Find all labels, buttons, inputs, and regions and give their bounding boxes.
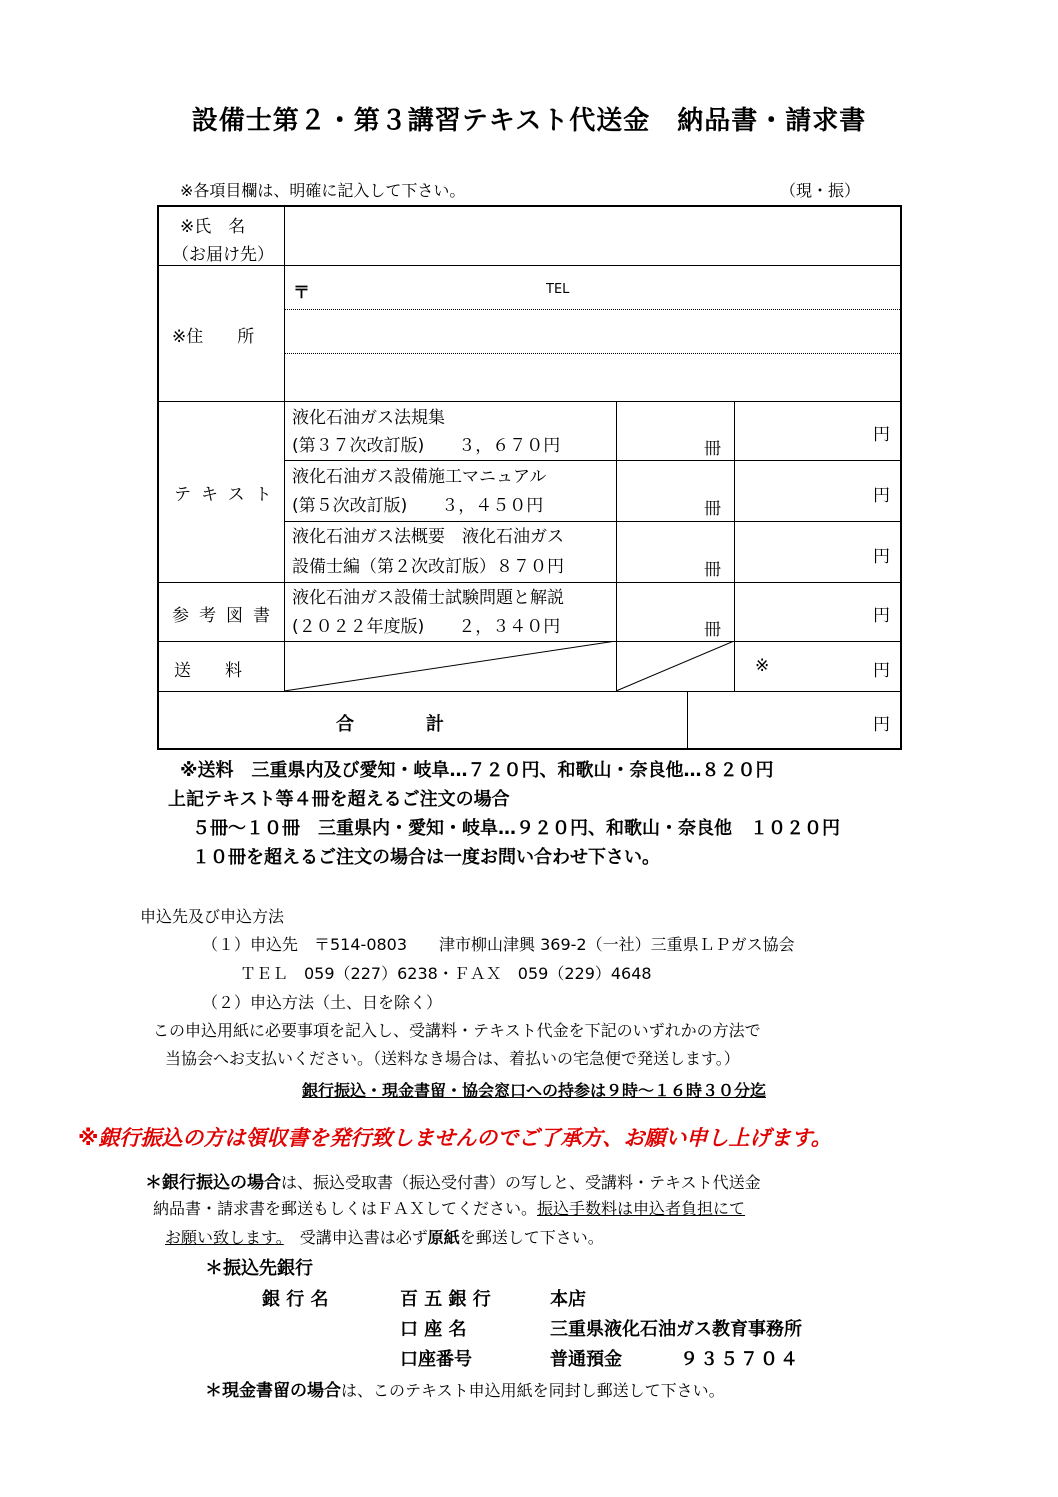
bank-transfer-text: 受講申込書は必ず [283,1228,428,1247]
name-sublabel: （お届け先） [172,245,274,265]
unit-yen: 円 [873,606,890,626]
account-type: 普通預金 [550,1349,622,1370]
col-divider [284,205,285,691]
item-price: (第５次改訂版) ３，４５０円 [292,496,544,516]
apply-method: （２）申込方法（土、日を除く） [202,993,443,1012]
bank-transfer-text: は、振込受取書（振込受付書）の写しと、受講料・テキスト代送金 [281,1173,761,1192]
item-price: 設備士編（第２次改訂版）８７０円 [292,557,564,577]
apply-heading: 申込先及び申込方法 [140,907,285,926]
item-title: 液化石油ガス設備施工マニュアル [292,467,547,487]
text-label: テキスト [174,485,282,505]
payment-type: （現・振） [780,181,861,200]
shipping-note: １０冊を超えるご注文の場合は一度お問い合わせ下さい。 [192,847,660,868]
account-name-label: 口 座 名 [400,1319,467,1340]
postal-mark: 〒 [293,283,310,303]
item-title: 液化石油ガス法概要 液化石油ガス [292,527,564,547]
bank-fee-note: 振込手数料は申込者負担にて [537,1199,746,1218]
cash-mail-lead: ＊現金書留の場合 [205,1381,341,1401]
address-label: ※住 所 [172,327,255,347]
unit-book: 冊 [704,499,721,519]
row-divider [157,265,902,266]
bank-name: 百 五 銀 行 [400,1289,491,1310]
bank-transfer-lead: ＊銀行振込の場合 [145,1173,281,1193]
cash-mail-text: は、このテキスト申込用紙を同封し郵送して下さい。 [341,1381,725,1400]
item-price: (第３７次改訂版) ３，６７０円 [292,436,561,456]
bank-transfer-line [165,1225,604,1248]
bank-transfer-line [145,1168,761,1193]
account-no-label: 口座番号 [400,1349,472,1370]
item-title: 液化石油ガス法規集 [292,408,445,428]
account-name: 三重県液化石油ガス教育事務所 [550,1319,802,1340]
item-title: 液化石油ガス設備士試験問題と解説 [292,588,564,608]
bank-fee-note: お願い致します。 [165,1228,284,1247]
shipping-slash [284,641,736,692]
name-field[interactable] [286,207,900,263]
unit-yen: 円 [873,547,890,567]
bank-heading: ＊振込先銀行 [205,1258,313,1279]
col-divider [687,691,688,750]
item-price: (２０２２年度版) ２，３４０円 [292,617,561,637]
unit-yen: 円 [873,661,890,681]
apply-hours: 銀行振込・現金書留・協会窓口への持参は９時～１６時３０分迄 [302,1081,767,1100]
original-paper: 原紙 [427,1228,460,1247]
bank-transfer-text: 納品書・請求書を郵送もしくはＦＡＸしてください。 [153,1199,538,1218]
apply-text: 当協会へお支払いください。（送料なき場合は、着払いの宅急便で発送します。） [165,1049,740,1068]
unit-yen: 円 [873,425,890,445]
apply-address: （１）申込先 〒514-0803 津市柳山津興 369-2（一社）三重県ＬＰガス協会 [202,935,795,954]
bank-transfer-line [153,1196,745,1219]
address-field[interactable] [286,267,900,399]
bank-branch: 本店 [550,1289,586,1310]
apply-contact: ＴＥＬ 059（227）6238・ＦＡＸ 059（229）4648 [240,964,652,983]
bank-name-label: 銀 行 名 [262,1289,329,1310]
shipping-note: ５冊～１０冊 三重県内・愛知・岐阜…９２０円、和歌山・奈良他 １０２０円 [192,818,840,839]
tel-mark: TEL [546,282,570,297]
shipping-note: ※送料 三重県内及び愛知・岐阜…７２０円、和歌山・奈良他…８２０円 [180,760,774,781]
unit-book: 冊 [704,620,721,640]
warning-text: ※銀行振込の方は領収書を発行致しませんのでご了承方、お願い申し上げます。 [78,1126,832,1150]
shipping-label: 送 料 [174,661,242,681]
ref-label: 参考図書 [172,606,280,626]
unit-book: 冊 [704,439,721,459]
apply-text: この申込用紙に必要事項を記入し、受講料・テキスト代金を下記のいずれかの方法で [153,1021,761,1040]
unit-yen: 円 [873,715,890,735]
unit-yen: 円 [873,486,890,506]
cash-mail-line [205,1376,725,1401]
bank-transfer-text: を郵送して下さい。 [459,1228,604,1247]
form-note: ※各項目欄は、明確に記入して下さい。 [180,181,466,200]
shipping-mark: ※ [755,656,770,676]
row-divider [157,401,902,402]
shipping-note: 上記テキスト等４冊を超えるご注文の場合 [168,789,510,810]
unit-book: 冊 [704,560,721,580]
account-number: ９３５７０４ [680,1349,800,1370]
name-label: ※氏 名 [180,217,246,237]
total-label: 合 計 [336,714,444,735]
page-title: 設備士第２・第３講習テキスト代送金 納品書・請求書 [191,106,867,136]
